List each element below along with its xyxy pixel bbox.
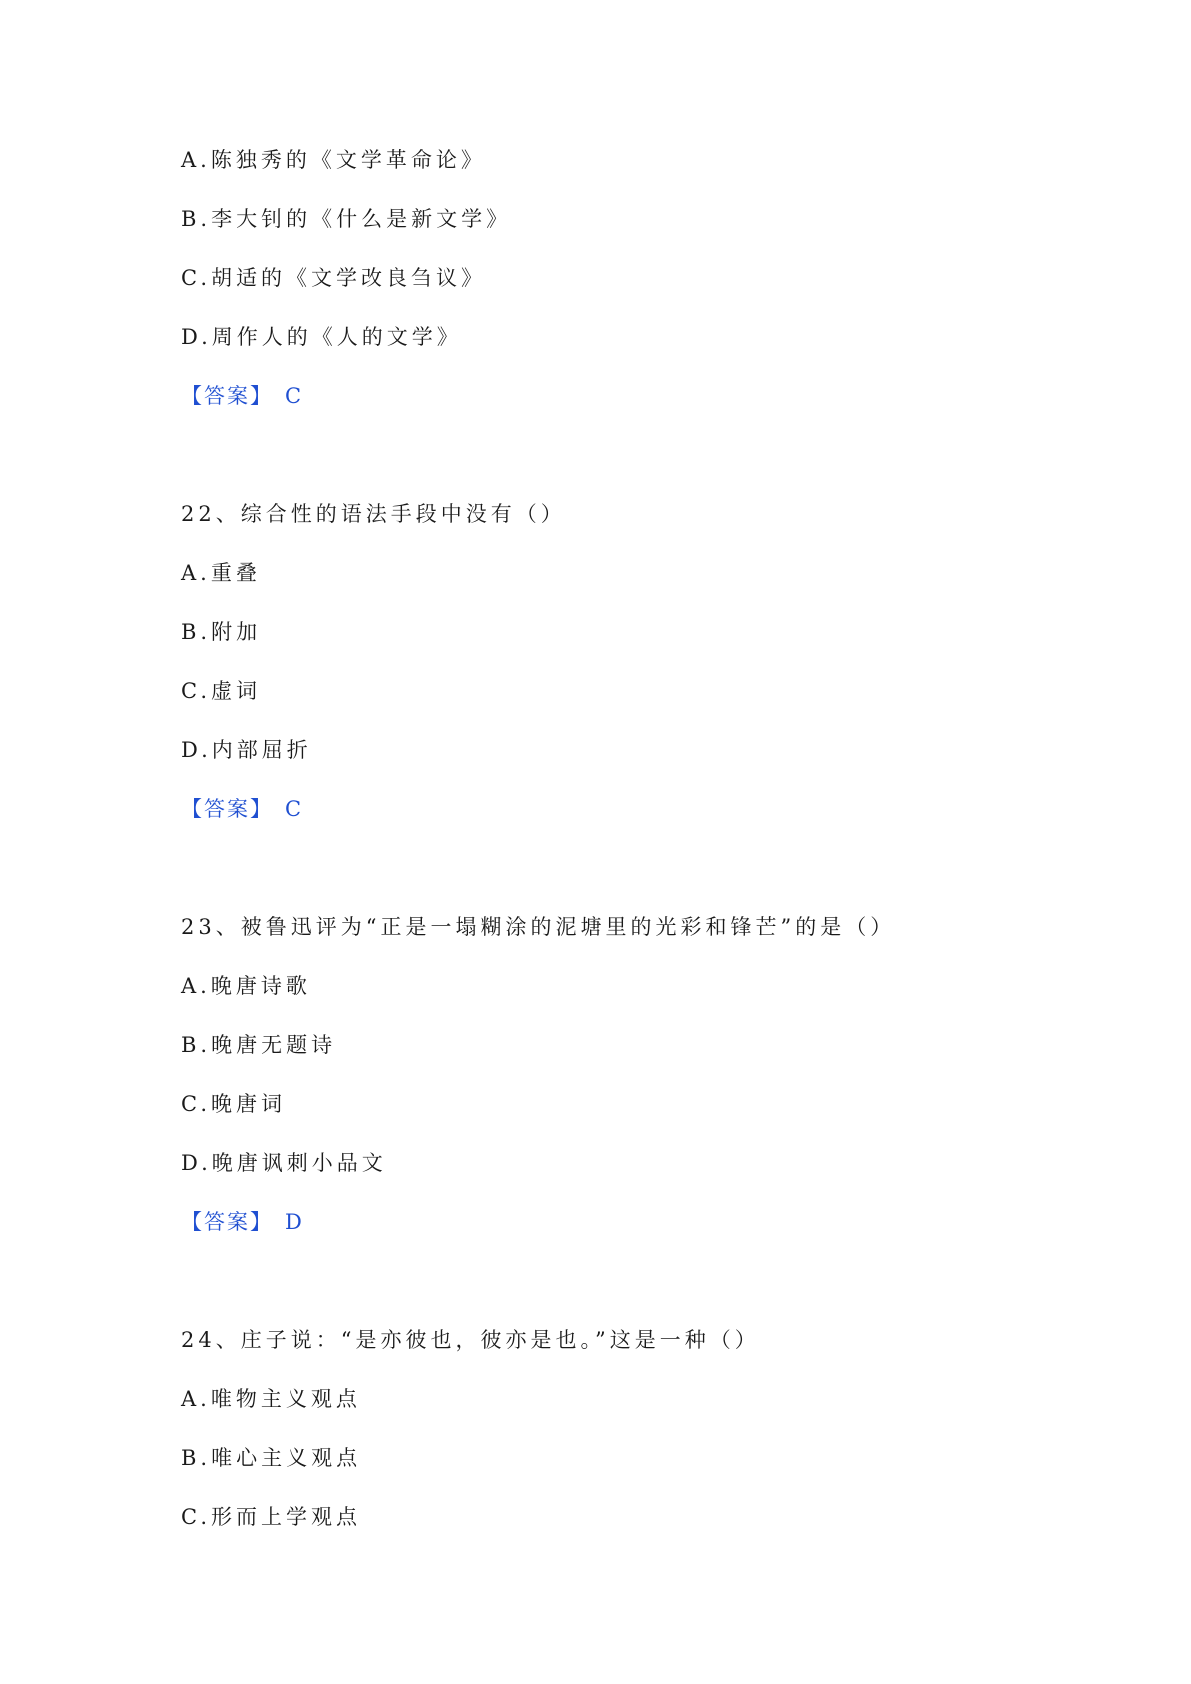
q23-answer-label: 【答案】 (181, 1210, 273, 1234)
q24-option-c: C.形而上学观点 (181, 1505, 361, 1529)
q22-option-c: C.虚词 (181, 679, 261, 703)
q23-answer (181, 1208, 302, 1236)
q22-option-b: B.附加 (181, 620, 262, 644)
q23-question: 23、被鲁迅评为“正是一塌糊涂的泥塘里的光彩和锋芒”的是（） (181, 915, 896, 939)
q23-option-b: B.晚唐无题诗 (181, 1033, 337, 1057)
q24-option-a: A.唯物主义观点 (181, 1387, 361, 1411)
q21-option-a: A.陈独秀的《文学革命论》 (181, 148, 486, 172)
q21-option-b: B.李大钊的《什么是新文学》 (181, 207, 512, 231)
q21-option-c: C.胡适的《文学改良刍议》 (181, 266, 486, 290)
q23-option-d: D.晚唐讽刺小品文 (181, 1151, 387, 1175)
q21-answer-label: 【答案】 (181, 384, 273, 408)
q24-question: 24、庄子说：“是亦彼也，彼亦是也。”这是一种（） (181, 1328, 760, 1352)
q22-answer-label: 【答案】 (181, 797, 273, 821)
q22-option-a: A.重叠 (181, 561, 261, 585)
q23-option-c: C.晚唐词 (181, 1092, 286, 1116)
q21-answer (181, 382, 301, 410)
q22-answer-value: C (285, 797, 302, 821)
q22-answer (181, 795, 301, 823)
q21-option-d: D.周作人的《人的文学》 (181, 325, 462, 349)
q23-option-a: A.晚唐诗歌 (181, 974, 311, 998)
q23-answer-value: D (285, 1210, 302, 1234)
q22-question: 22、综合性的语法手段中没有（） (181, 502, 566, 526)
q22-option-d: D.内部屈折 (181, 738, 312, 762)
q21-answer-value: C (285, 384, 302, 408)
q24-option-b: B.唯心主义观点 (181, 1446, 362, 1470)
